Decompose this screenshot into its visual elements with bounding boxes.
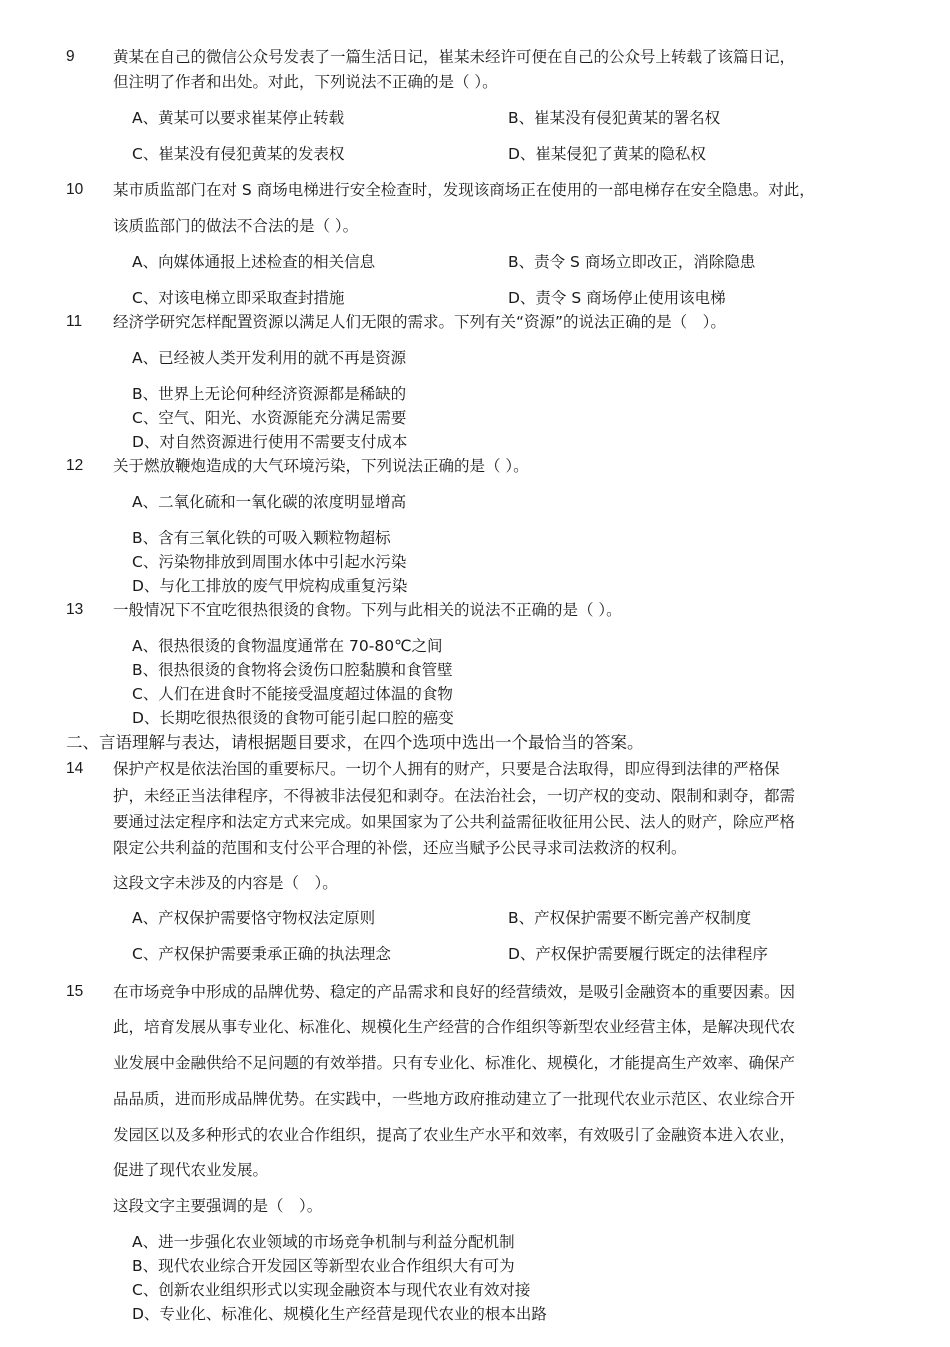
question-stem-line: 限定公共利益的范围和支付公平合理的补偿，还应当赋予公民寻求司法救济的权利。 (113, 839, 687, 857)
question-number: 10 (66, 181, 84, 198)
option-a: A、很热很烫的食物温度通常在 70-80℃之间 (132, 637, 443, 655)
option-d: D、专业化、标准化、规模化生产经营是现代农业的根本出路 (132, 1305, 547, 1323)
question-stem-line: 一般情况下不宜吃很热很烫的食物。下列与此相关的说法不正确的是（ ）。 (113, 601, 622, 619)
option-b: B、含有三氧化铁的可吸入颗粒物超标 (132, 529, 391, 547)
option-a: A、进一步强化农业领域的市场竞争机制与利益分配机制 (132, 1233, 515, 1251)
option-c: C、创新农业组织形式以实现金融资本与现代农业有效对接 (132, 1281, 531, 1299)
question-number: 13 (66, 601, 84, 618)
option-a: A、向媒体通报上述检查的相关信息 (132, 253, 376, 271)
question-stem-line: 护，未经正当法律程序，不得被非法侵犯和剥夺。在法治社会，一切产权的变动、限制和剥夺，都需 (113, 787, 796, 805)
option-b: B、很热很烫的食物将会烫伤口腔黏膜和食管壁 (132, 661, 453, 679)
question-number: 14 (66, 760, 84, 777)
option-d: D、与化工排放的废气甲烷构成重复污染 (132, 577, 408, 595)
question-stem-line: 发园区以及多种形式的农业合作组织，提高了农业生产水平和效率，有效吸引了金融资本进入农业， (113, 1126, 796, 1144)
option-c: C、对该电梯立即采取查封措施 (132, 289, 345, 307)
question-stem-line: 但注明了作者和出处。对此，下列说法不正确的是（ ）。 (113, 73, 498, 91)
question-stem-line: 该质监部门的做法不合法的是（ ）。 (113, 217, 359, 235)
option-b: B、产权保护需要不断完善产权制度 (508, 909, 752, 927)
question-stem-line: 促进了现代农业发展。 (113, 1161, 269, 1179)
question-number: 15 (66, 983, 84, 1000)
question-stem-line: 要通过法定程序和法定方式来完成。如果国家为了公共利益需征收征用公民、法人的财产，除应严格 (113, 813, 796, 831)
option-b: B、世界上无论何种经济资源都是稀缺的 (132, 385, 407, 403)
option-d: D、长期吃很热很烫的食物可能引起口腔的癌变 (132, 709, 454, 727)
option-d: D、崔某侵犯了黄某的隐私权 (508, 145, 706, 163)
option-b: B、现代农业综合开发园区等新型农业合作组织大有可为 (132, 1257, 515, 1275)
option-b: B、责令 S 商场立即改正，消除隐患 (508, 253, 756, 271)
option-d: D、责令 S 商场停止使用该电梯 (508, 289, 726, 307)
question-stem-line: 黄某在自己的微信公众号发表了一篇生活日记，崔某未经许可便在自己的公众号上转载了该篇日记， (113, 48, 796, 66)
option-d: D、对自然资源进行使用不需要支付成本 (132, 433, 408, 451)
question-stem-line: 经济学研究怎样配置资源以满足人们无限的需求。下列有关“资源”的说法正确的是（ ）。 (113, 313, 726, 331)
section-heading: 二、言语理解与表达，请根据题目要求，在四个选项中选出一个最恰当的答案。 (66, 733, 644, 752)
question-stem-line: 业发展中金融供给不足问题的有效举措。只有专业化、标准化、规模化，才能提高生产效率、确保产 (113, 1054, 796, 1072)
question-stem-line: 此，培育发展从事专业化、标准化、规模化生产经营的合作组织等新型农业经营主体，是解决现代农 (113, 1018, 796, 1036)
option-d: D、产权保护需要履行既定的法律程序 (508, 945, 768, 963)
question-stem-line: 关于燃放鞭炮造成的大气环境污染，下列说法正确的是（ ）。 (113, 457, 529, 475)
option-a: A、二氧化硫和一氧化碳的浓度明显增高 (132, 493, 407, 511)
question-stem-line: 品品质，进而形成品牌优势。在实践中，一些地方政府推动建立了一批现代农业示范区、农业综合开 (113, 1090, 796, 1108)
option-b: B、崔某没有侵犯黄某的署名权 (508, 109, 721, 127)
option-a: A、已经被人类开发利用的就不再是资源 (132, 349, 407, 367)
option-c: C、崔某没有侵犯黄某的发表权 (132, 145, 345, 163)
question-prompt: 这段文字主要强调的是（ ）。 (113, 1197, 323, 1215)
option-c: C、空气、阳光、水资源能充分满足需要 (132, 409, 407, 427)
question-stem-line: 保护产权是依法治国的重要标尺。一切个人拥有的财产，只要是合法取得，即应得到法律的严格保 (113, 760, 780, 778)
option-c: C、污染物排放到周围水体中引起水污染 (132, 553, 407, 571)
question-number: 12 (66, 457, 84, 474)
option-c: C、人们在进食时不能接受温度超过体温的食物 (132, 685, 453, 703)
question-prompt: 这段文字未涉及的内容是（ ）。 (113, 874, 338, 892)
option-a: A、黄某可以要求崔某停止转载 (132, 109, 345, 127)
question-number: 9 (66, 48, 75, 65)
question-number: 11 (66, 313, 83, 330)
option-a: A、产权保护需要恪守物权法定原则 (132, 909, 376, 927)
option-c: C、产权保护需要秉承正确的执法理念 (132, 945, 391, 963)
question-stem-line: 某市质监部门在对 S 商场电梯进行安全检查时，发现该商场正在使用的一部电梯存在安全隐患。对此， (113, 181, 815, 199)
question-stem-line: 在市场竞争中形成的品牌优势、稳定的产品需求和良好的经营绩效，是吸引金融资本的重要因素。因 (113, 983, 796, 1001)
